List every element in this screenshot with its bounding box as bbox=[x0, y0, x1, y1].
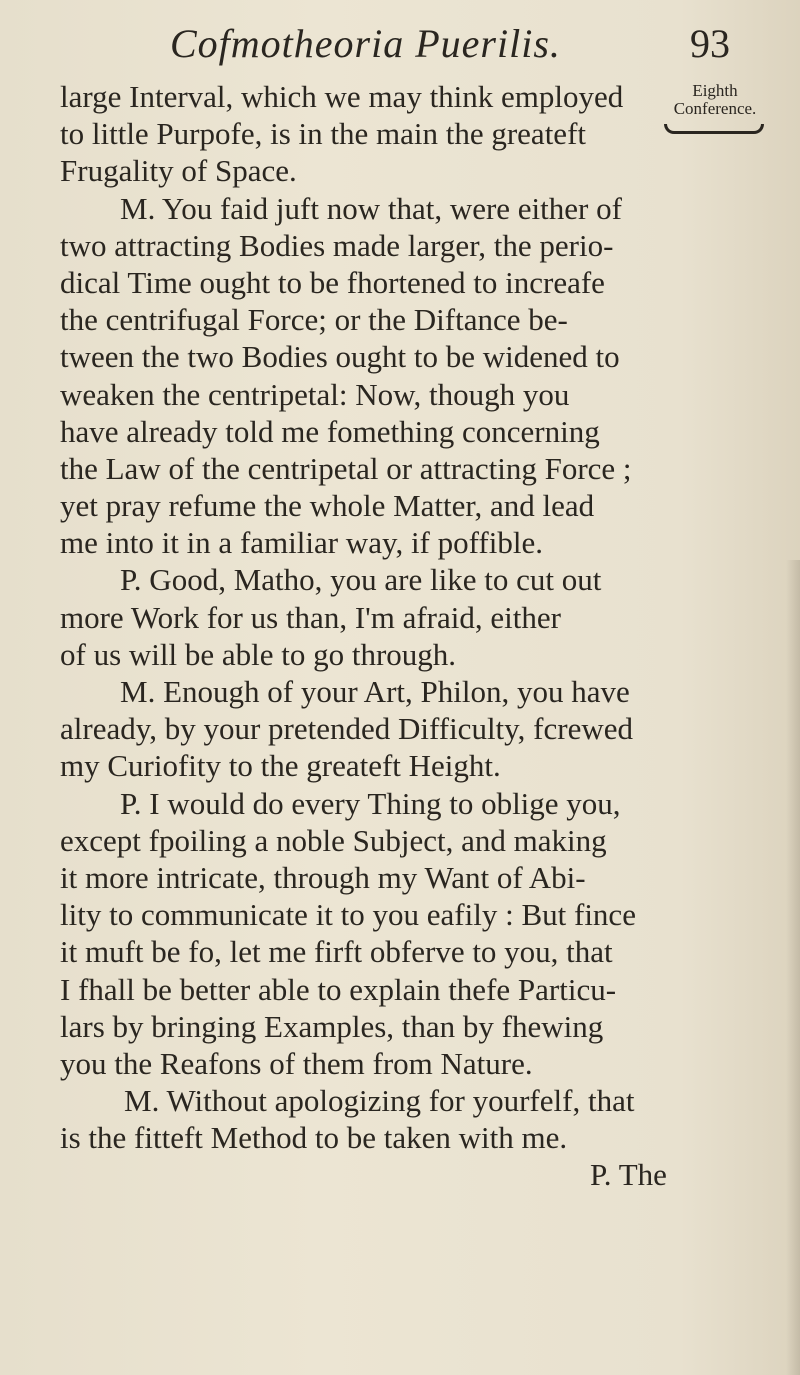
text-line: already, by your pretended Difficulty, fcrewed bbox=[60, 711, 633, 747]
text-line: tween the two Bodies ought to be widened to bbox=[60, 339, 620, 375]
text-line: it muft be fo, let me firft obferve to you, that bbox=[60, 934, 613, 970]
text-line: two attracting Bodies made larger, the perio- bbox=[60, 227, 614, 263]
text-line: it more intricate, through my Want of Abi- bbox=[60, 859, 586, 895]
text-line: lity to communicate it to you eafily : But fince bbox=[60, 897, 636, 933]
text-line: the centrifugal Force; or the Diftance be- bbox=[60, 302, 568, 338]
running-title: Cofmotheoria Puerilis. bbox=[170, 21, 561, 66]
catchword: P. The bbox=[590, 1157, 667, 1193]
text-line: except fpoiling a noble Subject, and making bbox=[60, 822, 607, 858]
page-edge-shadow bbox=[786, 560, 800, 1375]
text-line: me into it in a familiar way, if poffible. bbox=[60, 525, 543, 561]
text-line: is the fitteft Method to be taken with me. bbox=[60, 1120, 568, 1156]
text-line: lars by bringing Examples, than by fhewing bbox=[60, 1008, 604, 1044]
text-line: of us will be able to go through. bbox=[60, 636, 457, 672]
text-line: you the Reafons of them from Nature. bbox=[60, 1045, 533, 1081]
text-line: Frugality of Space. bbox=[60, 153, 297, 189]
text-line: more Work for us than, I'm afraid, either bbox=[60, 599, 561, 635]
text-line: my Curiofity to the greateft Height. bbox=[60, 748, 501, 784]
page-number: 93 bbox=[690, 21, 730, 66]
text-line: dical Time ought to be fhortened to increafe bbox=[60, 264, 605, 300]
text-line: weaken the centripetal: Now, though you bbox=[60, 376, 570, 412]
text-line: P. Good, Matho, you are like to cut out bbox=[120, 562, 602, 598]
text-line: I fhall be better able to explain thefe Particu- bbox=[60, 971, 617, 1007]
text-line: P. I would do every Thing to oblige you, bbox=[120, 785, 621, 821]
text-line: M. Without apologizing for yourfelf, that bbox=[124, 1083, 635, 1119]
text-line: M. You faid juft now that, were either of bbox=[120, 190, 622, 226]
text-line: M. Enough of your Art, Philon, you have bbox=[120, 674, 630, 709]
text-line: have already told me fomething concerning bbox=[60, 413, 600, 449]
body-text bbox=[60, 78, 667, 1194]
text-line: to little Purpofe, is in the main the greateft bbox=[60, 116, 587, 152]
text-line: the Law of the centripetal or attracting Force ; bbox=[60, 450, 632, 486]
margin-note-line-1: Eighth bbox=[692, 81, 738, 100]
margin-note bbox=[660, 82, 770, 118]
text-line: large Interval, which we may think employed bbox=[60, 79, 624, 114]
margin-brace bbox=[664, 124, 764, 134]
text-line: yet pray refume the whole Matter, and lead bbox=[60, 488, 595, 524]
margin-note-line-2: Conference. bbox=[673, 99, 757, 118]
